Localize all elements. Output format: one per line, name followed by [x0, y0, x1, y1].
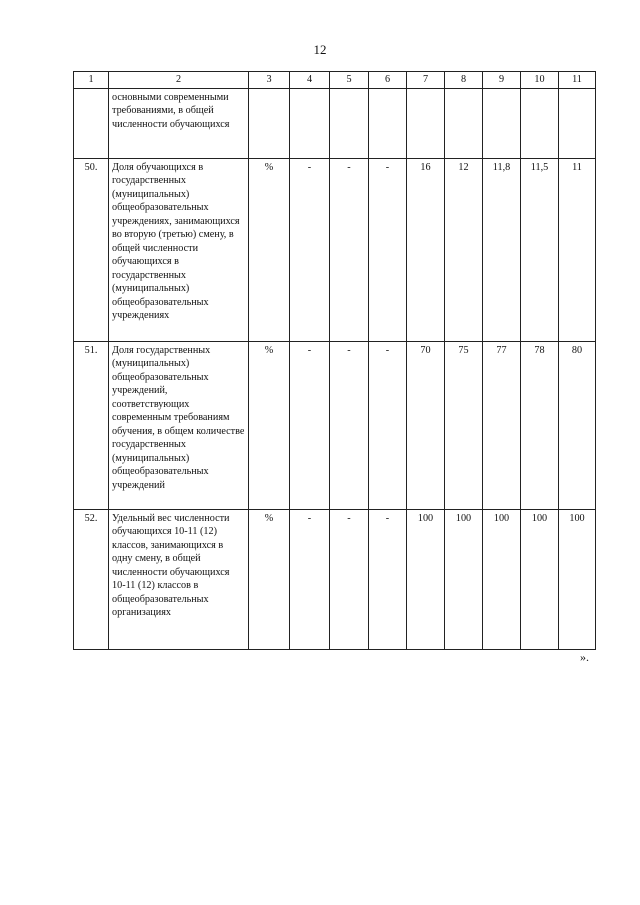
- column-header: 6: [369, 72, 407, 89]
- value-cell: [483, 89, 521, 159]
- column-header: 9: [483, 72, 521, 89]
- value-cell: [559, 89, 596, 159]
- page-number: 12: [313, 42, 327, 57]
- column-header: 5: [330, 72, 369, 89]
- value-cell: 12: [445, 159, 483, 342]
- value-cell: 11,5: [521, 159, 559, 342]
- value-cell: -: [369, 510, 407, 650]
- value-cell: 100: [521, 510, 559, 650]
- value-cell: 11: [559, 159, 596, 342]
- value-cell: 100: [559, 510, 596, 650]
- unit-cell: %: [249, 159, 290, 342]
- value-cell: 78: [521, 342, 559, 510]
- row-number: 52.: [74, 510, 109, 650]
- value-cell: [330, 89, 369, 159]
- value-cell: 80: [559, 342, 596, 510]
- value-cell: 70: [407, 342, 445, 510]
- table-row: [74, 89, 596, 159]
- value-cell: 77: [483, 342, 521, 510]
- value-cell: [445, 89, 483, 159]
- value-cell: [369, 89, 407, 159]
- value-cell: [290, 89, 330, 159]
- indicator-description: Удельный вес численности обучающихся 10-11 (12) классов, занимающихся в одну смену, в общей численности обучающихся 10-11 (12) классов в общеобразовательных организациях: [109, 510, 249, 650]
- column-header: 8: [445, 72, 483, 89]
- value-cell: [521, 89, 559, 159]
- indicator-description: Доля обучающихся в государственных (муниципальных) общеобразовательных учреждениях, занимающихся во вторую (третью) смену, в общей численности обучающихся в государственных (муниципальных) общеобразовательных учреждениях: [109, 159, 249, 342]
- row-number: 51.: [74, 342, 109, 510]
- column-header: 1: [74, 72, 109, 89]
- indicators-table: [73, 71, 596, 650]
- column-header: 3: [249, 72, 290, 89]
- closing-quote-mark: ».: [580, 650, 589, 664]
- value-cell: -: [290, 159, 330, 342]
- unit-cell: %: [249, 510, 290, 650]
- row-number: [74, 89, 109, 159]
- value-cell: -: [330, 510, 369, 650]
- value-cell: -: [330, 342, 369, 510]
- value-cell: 75: [445, 342, 483, 510]
- column-header: 4: [290, 72, 330, 89]
- value-cell: -: [290, 510, 330, 650]
- value-cell: 100: [483, 510, 521, 650]
- table-row: [74, 510, 596, 650]
- column-header: 10: [521, 72, 559, 89]
- column-header: 7: [407, 72, 445, 89]
- unit-cell: %: [249, 342, 290, 510]
- indicator-description: Доля государственных (муниципальных) общеобразовательных учреждений, соответствующих современным требованиям обучения, в общем количестве государственных (муниципальных) общеобразовательных учреждений: [109, 342, 249, 510]
- table-header-row: [74, 72, 596, 89]
- value-cell: 100: [407, 510, 445, 650]
- value-cell: -: [330, 159, 369, 342]
- unit-cell: [249, 89, 290, 159]
- value-cell: 11,8: [483, 159, 521, 342]
- value-cell: 100: [445, 510, 483, 650]
- value-cell: -: [369, 159, 407, 342]
- value-cell: -: [290, 342, 330, 510]
- value-cell: -: [369, 342, 407, 510]
- column-header: 2: [109, 72, 249, 89]
- table-row: [74, 159, 596, 342]
- table-row: [74, 342, 596, 510]
- row-number: 50.: [74, 159, 109, 342]
- value-cell: [407, 89, 445, 159]
- value-cell: 16: [407, 159, 445, 342]
- column-header: 11: [559, 72, 596, 89]
- indicator-description: основными современными требованиями, в общей численности обучающихся: [109, 89, 249, 159]
